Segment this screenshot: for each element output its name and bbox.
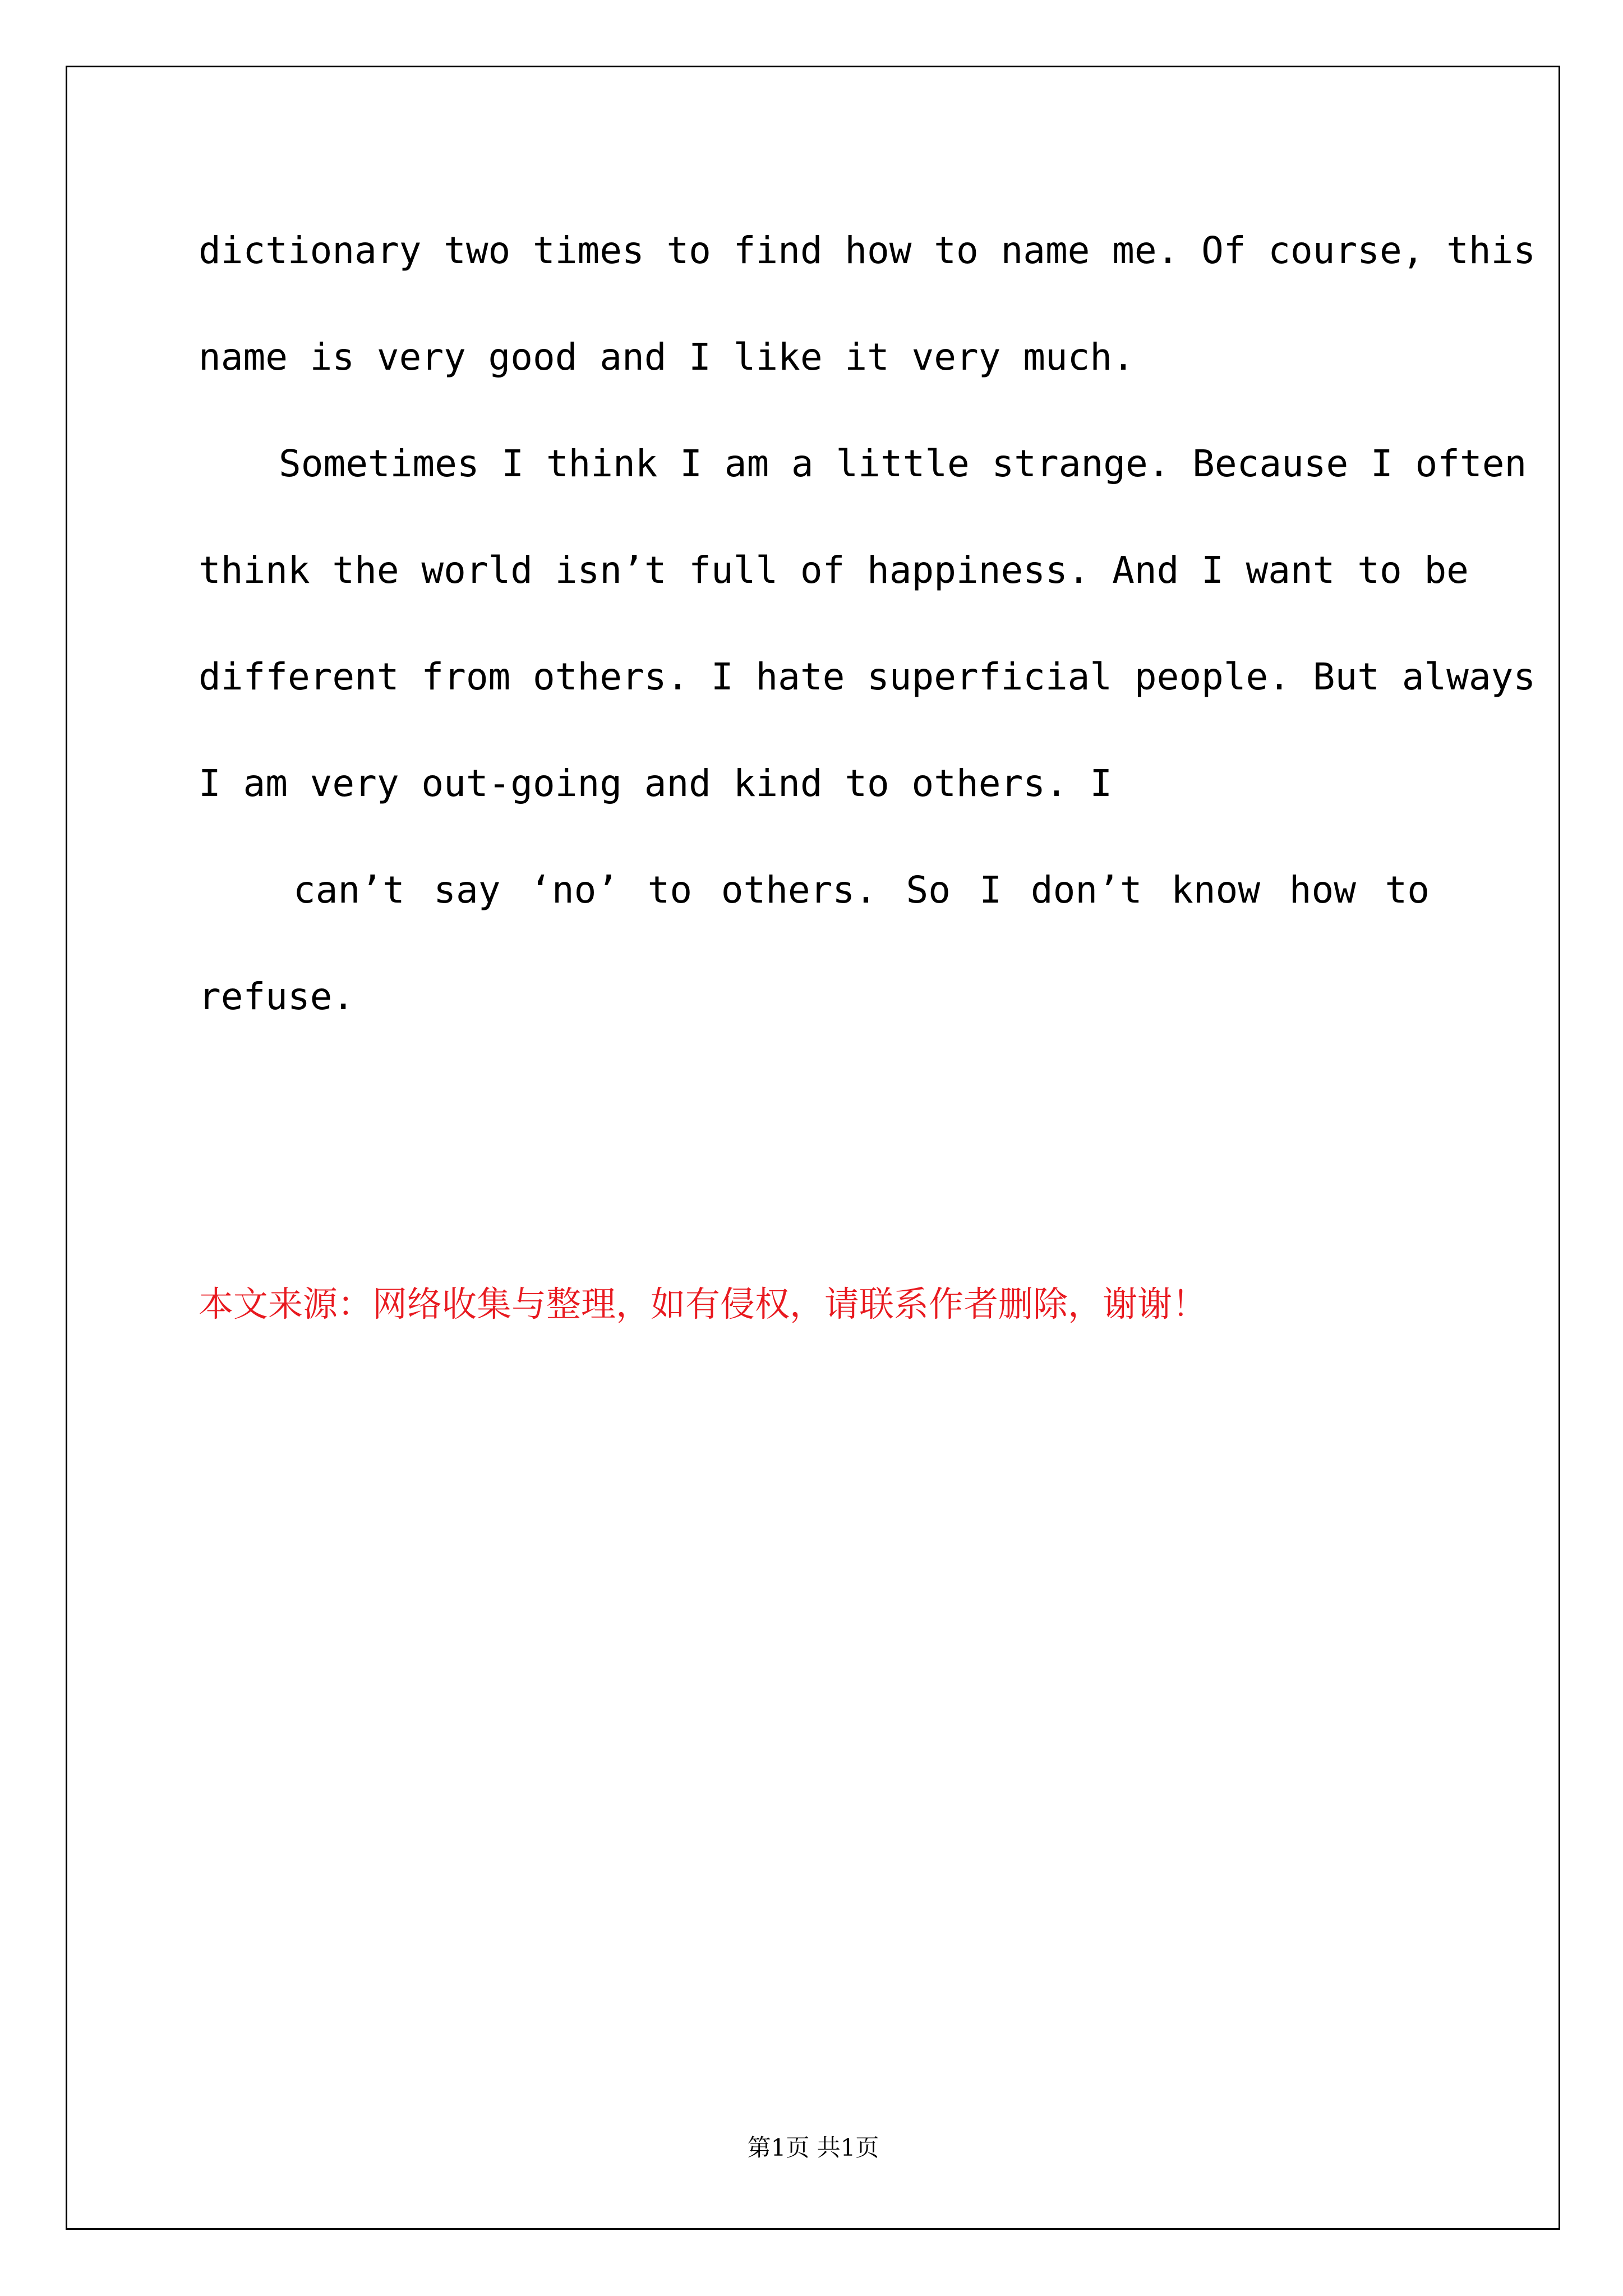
body-line-6: I am very out-going and kind to others. I	[199, 762, 1113, 805]
body-line-7: can’t say ‘no’ to others. So I don’t know how to	[293, 868, 1430, 912]
page-border	[66, 66, 1560, 2230]
body-line-1: dictionary two times to find how to name me. Of course, this	[199, 229, 1536, 272]
body-line-2: name is very good and I like it very much.	[199, 335, 1135, 379]
body-line-8: refuse.	[199, 975, 355, 1018]
source-note: 本文来源：网络收集与整理，如有侵权，请联系作者删除，谢谢！	[199, 1283, 1207, 1324]
body-line-4: think the world isn’t full of happiness. And I want to be	[199, 549, 1469, 592]
body-line-3: Sometimes I think I am a little strange. Because I often	[279, 442, 1527, 485]
page-footer: 第1页 共1页	[747, 2134, 879, 2161]
body-line-5: different from others. I hate superficial people. But always	[199, 655, 1536, 698]
